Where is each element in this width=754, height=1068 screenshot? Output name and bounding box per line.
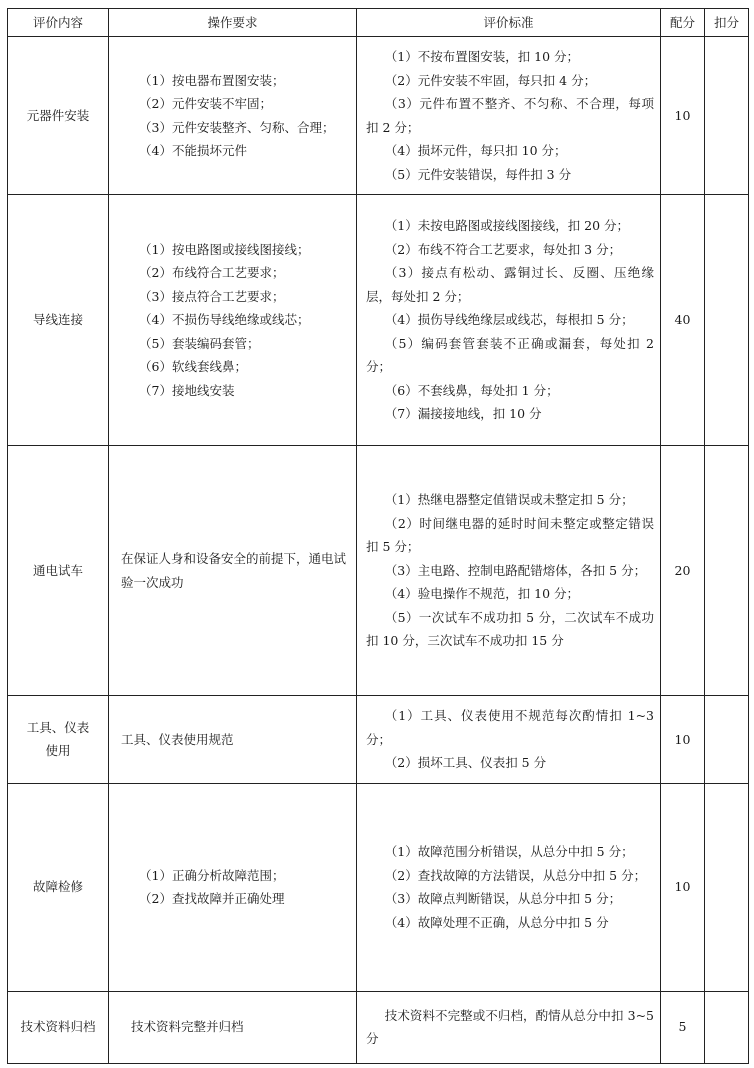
criteria-item: （2）查找故障的方法错误，从总分中扣 5 分； [384, 867, 647, 883]
requirement-item: 技术资料完整并归档 [131, 1019, 244, 1035]
header-content: 评价内容 [8, 9, 109, 37]
requirement-item: （4）不能损坏元件 [139, 143, 247, 158]
row-score: 20 [661, 446, 705, 696]
row-deduct [705, 446, 749, 696]
row-deduct [705, 783, 749, 991]
requirement-item: （2）元件安装不牢固； [139, 96, 272, 111]
row-content: 故障检修 [8, 783, 109, 991]
row-deduct [705, 195, 749, 446]
requirement-item: （1）按电路图或接线图接线； [139, 241, 310, 257]
row-content: 通电试车 [8, 446, 109, 696]
criteria-item: （2）元件安装不牢固，每只扣 4 分； [384, 72, 597, 88]
criteria-item: （1）故障范围分析错误，从总分中扣 5 分； [384, 844, 634, 859]
row-deduct [705, 696, 749, 784]
requirement-item: 在保证人身和设备安全的前提下，通电试验一次成功 [121, 551, 347, 590]
criteria-item: （3）主电路、控制电路配错熔体，各扣 5 分； [384, 562, 647, 578]
requirement-item: （2）布线符合工艺要求； [139, 265, 285, 281]
criteria-item: （2）时间继电器的延时时间未整定或整定错误扣 5 分； [366, 515, 654, 555]
requirement-item: （7）接地线安装 [139, 382, 235, 398]
criteria-item: 技术资料不完整或不归档，酌情从总分中扣 3~5 分 [366, 1007, 654, 1046]
requirement-item: （1）按电器布置图安装； [139, 72, 285, 88]
criteria-item: （5）元件安装错误，每件扣 3 分 [384, 166, 572, 182]
requirement-item: （3）元件安装整齐、匀称、合理； [139, 119, 335, 135]
criteria-item: （4）故障处理不正确，从总分中扣 5 分 [384, 914, 609, 930]
criteria-item: （1）不按布置图安装，扣 10 分； [384, 49, 580, 64]
requirement-item: （1）正确分析故障范围； [139, 867, 285, 883]
row-requirements [109, 446, 357, 696]
row-deduct [705, 37, 749, 195]
row-score: 40 [661, 195, 705, 446]
criteria-item: （3）故障点判断错误，从总分中扣 5 分； [384, 891, 622, 906]
criteria-item: （4）损坏元件，每只扣 10 分； [384, 143, 567, 158]
criteria-item: （5）编码套管套装不正确或漏套，每处扣 2 分； [366, 335, 654, 375]
row-criteria [357, 991, 661, 1063]
criteria-item: （5）一次试车不成功扣 5 分，二次试车不成功扣 10 分，三次试车不成功扣 15 分 [366, 609, 654, 649]
header-row [8, 9, 749, 37]
header-requirements: 操作要求 [109, 9, 357, 37]
requirement-item: 工具、仪表使用规范 [121, 731, 234, 747]
requirement-item: （4）不损伤导线绝缘或线芯； [139, 312, 310, 328]
table-row [8, 696, 749, 784]
row-criteria [357, 195, 661, 446]
row-requirements [109, 696, 357, 784]
row-criteria [357, 696, 661, 784]
row-criteria [357, 446, 661, 696]
header-criteria: 评价标准 [357, 9, 661, 37]
requirement-item: （6）软线套线鼻； [139, 359, 247, 375]
row-requirements [109, 991, 357, 1063]
table-row [8, 991, 749, 1063]
criteria-item: （3）接点有松动、露铜过长、反圈、压绝缘层，每处扣 2 分； [366, 265, 654, 304]
row-criteria [357, 783, 661, 991]
criteria-item: （1）工具、仪表使用不规范每次酌情扣 1~3分； [366, 708, 654, 747]
row-score: 10 [661, 783, 705, 991]
requirement-item: （3）接点符合工艺要求； [139, 288, 285, 304]
evaluation-sheet [7, 8, 748, 1064]
requirement-item: （5）套装编码套管； [139, 335, 260, 351]
criteria-item: （6）不套线鼻，每处扣 1 分； [384, 382, 559, 398]
row-criteria [357, 37, 661, 195]
criteria-item: （3）元件布置不整齐、不匀称、不合理，每项扣 2 分； [366, 96, 654, 135]
row-content: 元器件安装 [8, 37, 109, 195]
table-row [8, 37, 749, 195]
row-content: 导线连接 [8, 195, 109, 446]
row-content: 工具、仪表使用 [8, 696, 109, 784]
row-requirements [109, 783, 357, 991]
criteria-item: （2）损坏工具、仪表扣 5 分 [384, 755, 547, 770]
row-score: 10 [661, 37, 705, 195]
header-score: 配分 [661, 9, 705, 37]
row-score: 5 [661, 991, 705, 1063]
criteria-item: （4）验电操作不规范，扣 10 分； [384, 586, 580, 602]
row-deduct [705, 991, 749, 1063]
criteria-item: （7）漏接接地线，扣 10 分 [384, 406, 542, 422]
criteria-item: （1）未按电路图或接线图接线，扣 20 分； [384, 218, 630, 234]
evaluation-table [7, 8, 749, 1064]
row-score: 10 [661, 696, 705, 784]
row-requirements [109, 37, 357, 195]
row-requirements [109, 195, 357, 446]
row-content: 技术资料归档 [8, 991, 109, 1063]
criteria-item: （4）损伤导线绝缘层或线芯，每根扣 5 分； [384, 312, 634, 328]
criteria-item: （1）热继电器整定值错误或未整定扣 5 分； [384, 492, 634, 508]
requirement-item: （2）查找故障并正确处理 [139, 891, 285, 906]
table-row [8, 783, 749, 991]
criteria-item: （2）布线不符合工艺要求，每处扣 3 分； [384, 241, 622, 257]
table-row [8, 446, 749, 696]
table-row [8, 195, 749, 446]
header-deduct: 扣分 [705, 9, 749, 37]
